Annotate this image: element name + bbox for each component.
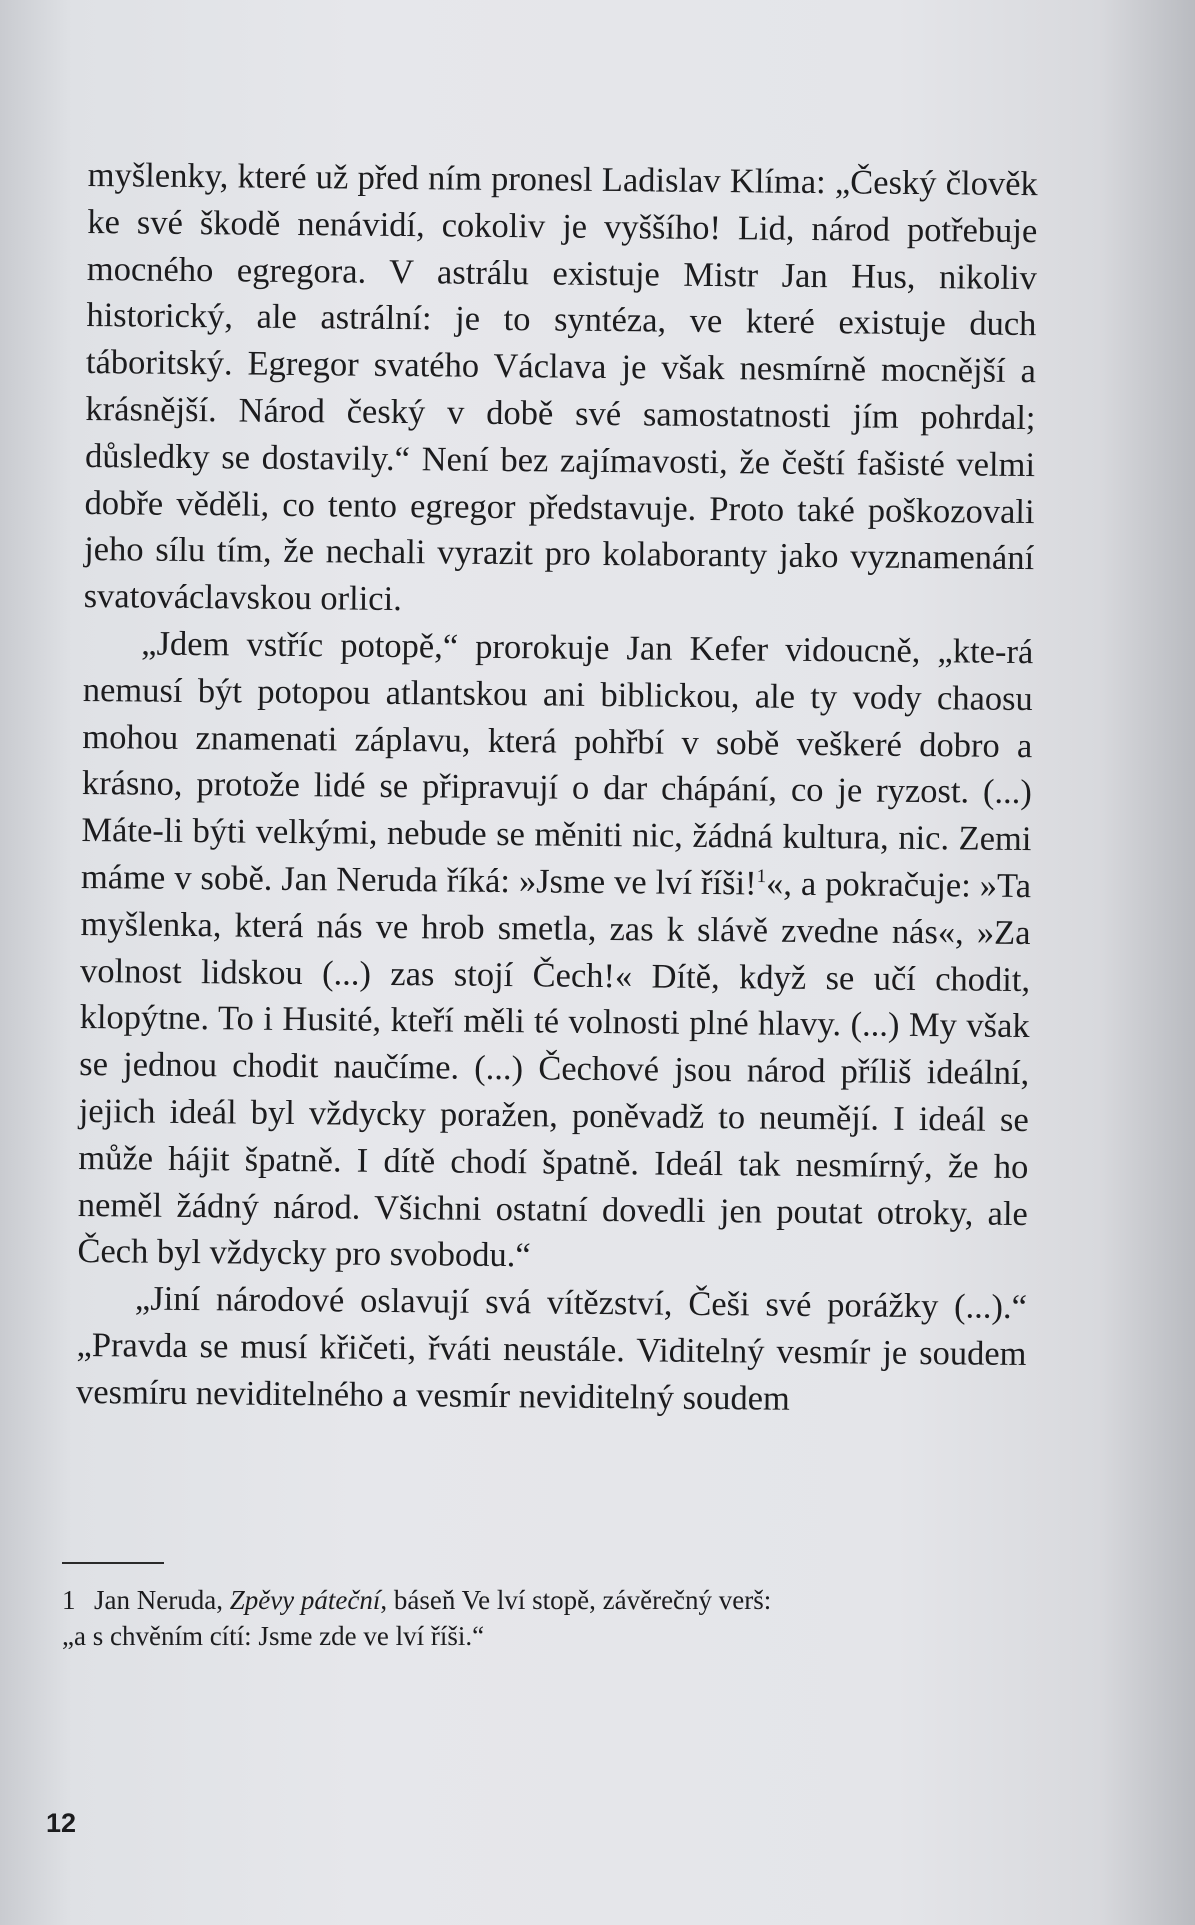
footnote-divider	[62, 1562, 164, 1564]
footnote-quote: „a s chvěním cítí: Jsme zde ve lví říši.“	[62, 1621, 485, 1651]
footnote-author: Jan Neruda,	[94, 1585, 230, 1615]
paragraph-3: „Jiní národové oslavují svá vítězství, Češi své porážky (...).“ „Pravda se musí křičeti, řváti neustále. Viditelný vesmír je soudem vesmíru neviditelného a vesmír neviditelný soudem	[75, 1279, 1028, 1418]
paragraph-2-part-a: „Jdem vstříc potopě,“ prorokuje Jan Kefer vidoucně, „kte-rá nemusí být potopou atlantskou ani biblickou, ale ty vody chaosu mohou znamenati záplavu, která pohřbí v sobě veškeré dobro a krásno, protože lidé se připravují o dar chápání, co je ryzost. (...) Máte-li býti velkými, nebude se měniti nic, žádná kultura, nic. Zemi máme v sobě. Jan Neruda říká: »Jsme ve lví říši!	[80, 624, 1034, 903]
footnote-title: Zpěvy páteční	[229, 1585, 381, 1615]
footnote-number: 1	[62, 1585, 76, 1615]
footnote-line-1	[62, 1582, 962, 1618]
body-text	[76, 152, 1038, 1425]
footnote-rest: , báseň Ve lví stopě, závěrečný verš:	[380, 1585, 772, 1615]
paragraph-2-part-b: «, a pokračuje: »Ta myšlenka, která nás ve hrob smetla, zas k slávě zvedne nás«, »Za volnost lidskou (...) zas stojí Čech!« Dítě, když se učí chodit, klopýtne. To i Husité, kteří měli té volnosti plné hlavy. (...) My však se jednou chodit naučíme. (...) Čechové jsou národ příliš ideální, jejich ideál byl vždycky poražen, poněvadž to neumějí. I ideál se může hájit špatně. I dítě chodí špatně. Ideál tak nesmírný, že ho neměl žádný národ. Všichni ostatní dovedli jen poutat otroky, ale Čech byl vždycky pro svobodu.“	[77, 864, 1032, 1275]
paragraph-1: myšlenky, které už před ním pronesl Ladislav Klíma: „Český člověk ke své škodě nenávidí, cokoliv je vyššího! Lid, národ potřebuje mocného egregora. V astrálu existuje Mistr Jan Hus, nikoliv historický, ale astrální: je to syntéza, ve které existuje duch táboritský. Egregor svatého Václava je však nesmírně mocnější a krásnější. Národ český v době své samostatnosti jím pohrdal; důsledky se dostavily.“ Není bez zajímavosti, že čeští fašisté velmi dobře věděli, co tento egregor představuje. Proto také poškozovali jeho sílu tím, že nechali vyrazit pro kolaboranty jako vyznamenání svatováclavskou orlici.	[83, 155, 1038, 619]
footnote	[62, 1582, 962, 1654]
page-number: 12	[46, 1808, 77, 1838]
paragraph-2	[77, 620, 1033, 1284]
footnote-marker: 1	[756, 865, 767, 887]
